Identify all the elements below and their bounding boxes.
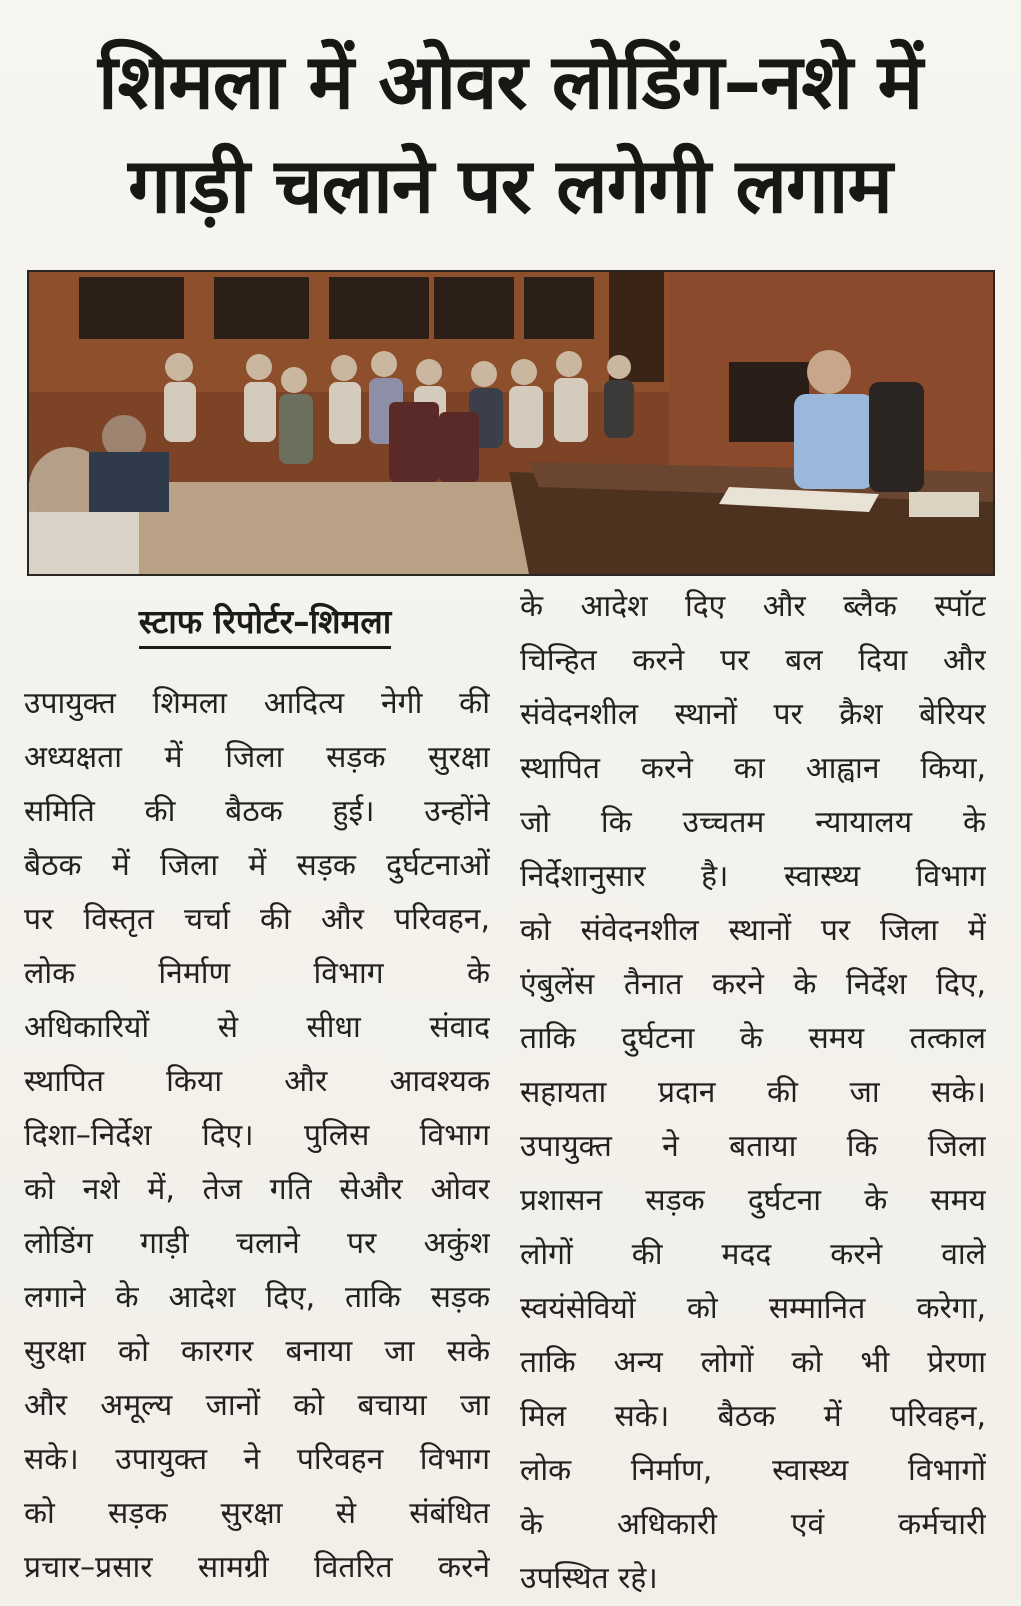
headline	[20, 30, 1000, 238]
article-line: सहायता प्रदान की जा सके।	[520, 1075, 986, 1110]
article-line: ताकि अन्य लोगों को भी प्रेरणा	[520, 1345, 986, 1380]
article-line: मिल सके। बैठक में परिवहन,	[520, 1399, 986, 1434]
article-line: को संवेदनशील स्थानों पर जिला में	[520, 913, 986, 948]
article-line: सके। उपायुक्त ने परिवहन विभाग	[24, 1442, 490, 1477]
article-line: निर्देशानुसार है। स्वास्थ्य विभाग	[520, 859, 986, 894]
byline-text: स्टाफ रिपोर्टर–शिमला	[139, 600, 392, 649]
article-line: स्वयंसेवियों को सम्मानित करेगा,	[520, 1291, 986, 1326]
article-column-right	[520, 580, 986, 1606]
article-line: और अमूल्य जानों को बचाया जा	[24, 1388, 490, 1423]
article-line: लोगों की मदद करने वाले	[520, 1237, 986, 1272]
article-line: उपायुक्त शिमला आदित्य नेगी की	[24, 686, 490, 721]
headline-line-2: गाड़ी चलाने पर लगेगी लगाम	[128, 141, 892, 230]
meeting-photo	[27, 270, 995, 576]
article-line: लगाने के आदेश दिए, ताकि सड़क	[24, 1280, 490, 1315]
article-line: के अधिकारी एवं कर्मचारी	[520, 1507, 986, 1542]
article-line: स्थापित करने का आह्वान किया,	[520, 751, 986, 786]
article-line: प्रशासन सड़क दुर्घटना के समय	[520, 1183, 986, 1218]
article-line: संवेदनशील स्थानों पर क्रैश बेरियर	[520, 697, 986, 732]
meeting-photo-icon	[29, 272, 993, 574]
article-line: लोक निर्माण विभाग के	[24, 956, 490, 991]
byline	[30, 600, 500, 649]
article-line: को सड़क सुरक्षा से संबंधित	[24, 1496, 490, 1531]
article-line: अधिकारियों से सीधा संवाद	[24, 1010, 490, 1045]
article-line: सुरक्षा को कारगर बनाया जा सके	[24, 1334, 490, 1369]
article-line: अध्यक्षता में जिला सड़क सुरक्षा	[24, 740, 490, 775]
article-line: लोडिंग गाड़ी चलाने पर अकुंश	[24, 1226, 490, 1261]
article-line: लोक निर्माण, स्वास्थ्य विभागों	[520, 1453, 986, 1488]
article-line: बैठक में जिला में सड़क दुर्घटनाओं	[24, 848, 490, 883]
article-line: उपस्थित रहे।	[520, 1561, 658, 1596]
headline-line-1: शिमला में ओवर लोडिंग–नशे में	[97, 37, 923, 126]
article-line: जो कि उच्चतम न्यायालय के	[520, 805, 986, 840]
article-column-left	[24, 677, 490, 1595]
article-line: पर विस्तृत चर्चा की और परिवहन,	[24, 902, 490, 937]
article-line: ताकि दुर्घटना के समय तत्काल	[520, 1021, 986, 1056]
article-line: उपायुक्त ने बताया कि जिला	[520, 1129, 986, 1164]
article-line: प्रचार–प्रसार सामग्री वितरित करने	[24, 1550, 490, 1585]
article-line: चिन्हित करने पर बल दिया और	[520, 643, 986, 678]
article-line: स्थापित किया और आवश्यक	[24, 1064, 490, 1099]
article-line: समिति की बैठक हुई। उन्होंने	[24, 794, 490, 829]
article-line: एंबुलेंस तैनात करने के निर्देश दिए,	[520, 967, 986, 1002]
article-line: के आदेश दिए और ब्लैक स्पॉट	[520, 589, 986, 624]
article-line: दिशा–निर्देश दिए। पुलिस विभाग	[24, 1118, 490, 1153]
article-line: को नशे में, तेज गति सेऔर ओवर	[24, 1172, 490, 1207]
